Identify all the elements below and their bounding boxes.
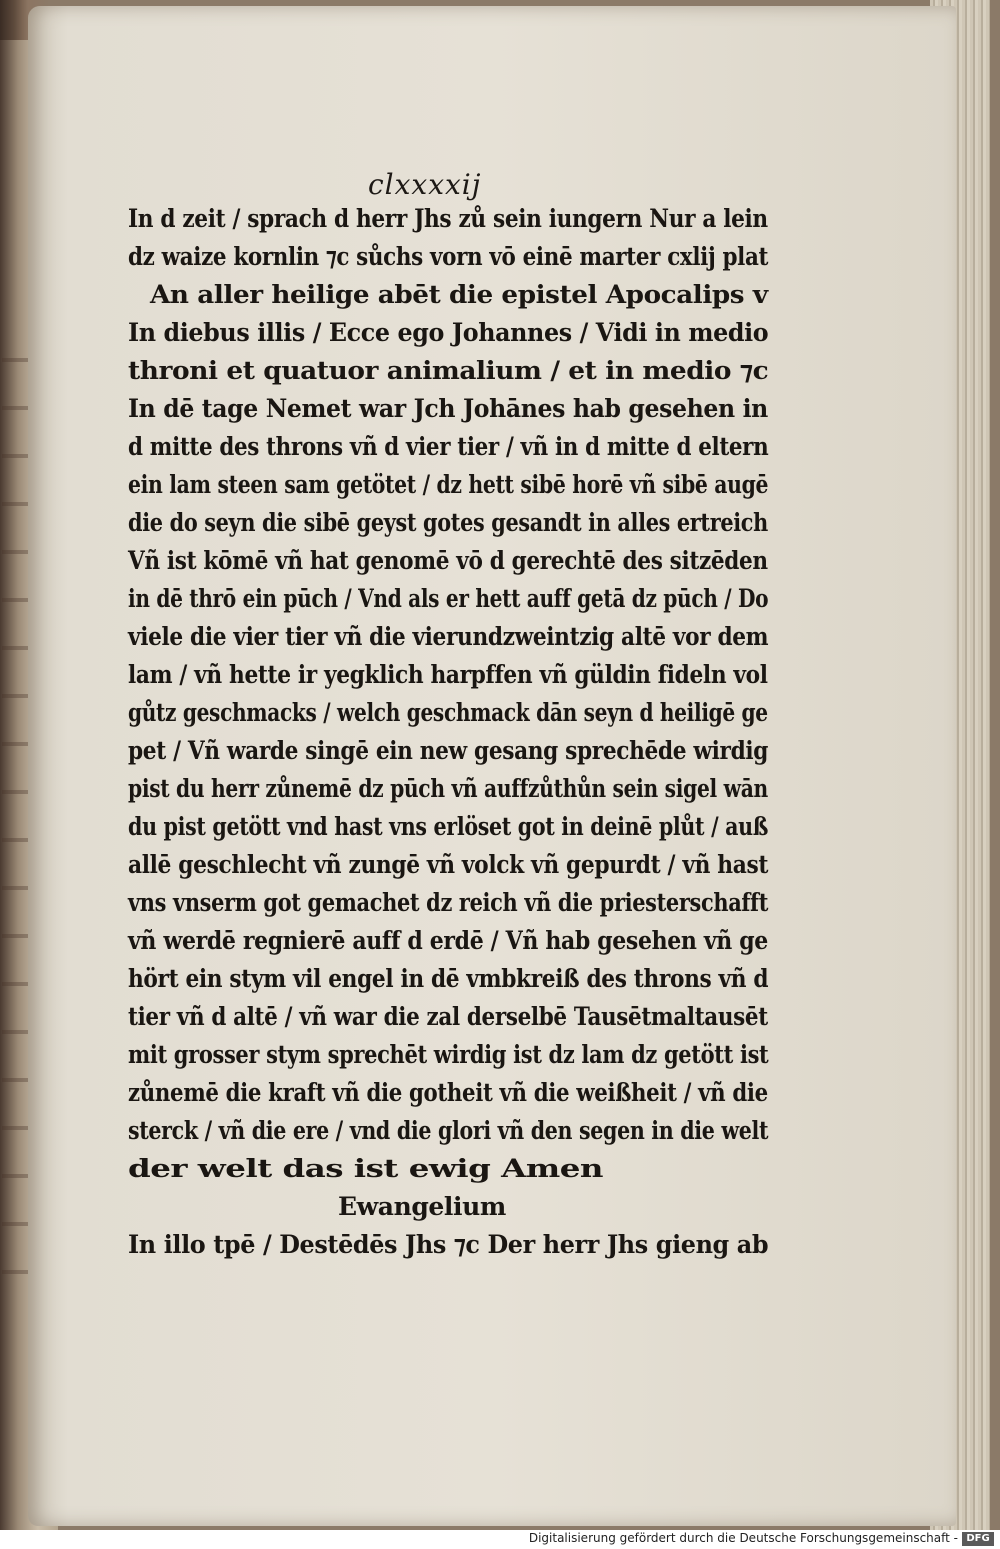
- book-page: [28, 6, 956, 1526]
- text-line: lam / vñ hette ir yegklich harpffen vñ güldin fideln vol: [128, 660, 768, 689]
- text-line: In d zeit / sprach d herr Jhs zů sein iungern Nur a lein: [128, 204, 768, 233]
- text-line: tier vñ d altē / vñ war die zal derselbē Tausētmaltausēt: [128, 1002, 768, 1031]
- footer-credit: Digitalisierung gefördert durch die Deutsche Forschungsgemeinschaft -: [528, 1531, 958, 1545]
- text-line: vns vnserm got gemachet dz reich vñ die priesterschafft: [128, 888, 769, 917]
- text-line: du pist getött vnd hast vns erlöset got in deinē plůt / auß: [128, 812, 769, 841]
- text-line: der welt das ist ewig Amen: [128, 1154, 603, 1183]
- text-line: In dē tage Nemet war Jch Johānes hab gesehen in: [128, 394, 768, 423]
- text-line: die do seyn die sibē geyst gotes gesandt in alles ertreich: [128, 508, 768, 537]
- text-line: ein lam steen sam getötet / dz hett sibē horē vñ sibē augē: [128, 470, 769, 499]
- text-line: pist du herr zůnemē dz pūch vñ auffzůthůn sein sigel wān: [128, 774, 768, 803]
- text-line: d mitte des throns vñ d vier tier / vñ in d mitte d eltern: [128, 432, 769, 461]
- section-heading: Ewangelium: [338, 1192, 506, 1221]
- text-line: An aller heilige abēt die epistel Apocalips v: [150, 280, 768, 309]
- text-line: vñ werdē regnierē auff d erdē / Vñ hab gesehen vñ ge: [128, 926, 768, 955]
- text-line: pet / Vñ warde singē ein new gesang sprechēde wirdig: [128, 736, 769, 765]
- text-line: in dē thrō ein pūch / Vnd als er hett auff getā dz pūch / Do: [128, 584, 769, 613]
- text-line: mit grosser stym sprechēt wirdig ist dz lam dz getött ist: [128, 1040, 769, 1069]
- text-line: In diebus illis / Ecce ego Johannes / Vidi in medio: [128, 318, 769, 347]
- text-line: gůtz geschmacks / welch geschmack dān seyn d heiligē ge: [128, 698, 768, 727]
- text-line: Vñ ist kōmē vñ hat genomē vō d gerechtē des sitzēden: [128, 546, 768, 575]
- text-line: allē geschlecht vñ zungē vñ volck vñ gepurdt / vñ hast: [128, 850, 769, 879]
- text-line: throni et quatuor animalium / et in medio ⁊c: [128, 356, 769, 385]
- text-line: hört ein stym vil engel in dē vmbkreiß des throns vñ d: [128, 964, 769, 993]
- footer-bar: [0, 1530, 1000, 1549]
- text-line: zůnemē die kraft vñ die gotheit vñ die weißheit / vñ die: [128, 1078, 768, 1107]
- dfg-logo-icon: DFG: [962, 1532, 994, 1546]
- text-line: viele die vier tier vñ die vierundzweintzig altē vor dem: [128, 622, 769, 651]
- folio-number: clxxxxij: [368, 168, 482, 201]
- text-line: sterck / vñ die ere / vnd die glori vñ den segen in die welt: [128, 1116, 769, 1145]
- text-line: dz waize kornlin ⁊c sůchs vorn vō einē marter cxlij plat: [128, 242, 769, 271]
- text-line: In illo tpē / Destēdēs Jhs ⁊c Der herr Jhs gieng ab: [128, 1230, 769, 1259]
